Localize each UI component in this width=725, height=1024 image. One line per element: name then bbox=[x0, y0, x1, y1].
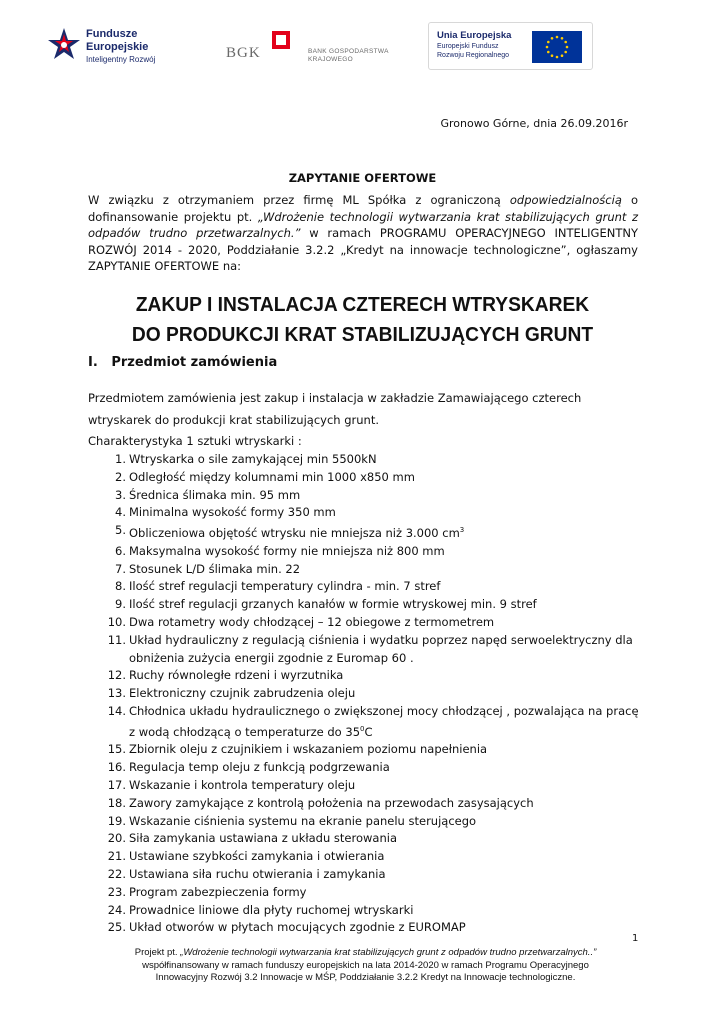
bgk-name-line2: KRAJOWEGO bbox=[308, 56, 353, 63]
list-item-text: Układ hydrauliczny z regulacją ciśnienia i wydatku poprzez napęd serwoelektryczny dla obniżenia zużycia energii zgodnie z Euromap 60 . bbox=[129, 632, 633, 665]
list-item bbox=[88, 614, 648, 632]
intro-project-title: „Wdrożenie technologii wytwarzania krat stabilizujących grunt z odpadów trudno przetwarzalnych.” bbox=[88, 209, 638, 240]
list-item-text: Odległość między kolumnami min 1000 x850 mm bbox=[129, 469, 415, 484]
intro-text-3: w ramach PROGRAMU OPERACYJNEGO INTELIGENTNY ROZWÓJ 2014 - 2020, Poddziałanie 3.2.2 „Kredyt na innowacje technologiczne”, ogłaszamy ZAPYTANIE OFERTOWE na: bbox=[88, 226, 638, 273]
list-item-superscript: 3 bbox=[459, 526, 465, 535]
list-item-number: 8. bbox=[115, 579, 126, 594]
requirements-list bbox=[88, 451, 648, 937]
ue-line2: Europejski Fundusz bbox=[437, 43, 499, 50]
list-item-number: 5. bbox=[115, 523, 126, 538]
list-item-number: 6. bbox=[115, 543, 126, 558]
main-title bbox=[15, 290, 711, 350]
characteristics-label: Charakterystyka 1 sztuki wtryskarki : bbox=[88, 434, 302, 448]
list-item-number: 10. bbox=[107, 615, 126, 629]
list-item-number: 17. bbox=[107, 778, 126, 792]
list-item-text: Układ otworów w płytach mocujących zgodnie z EUROMAP bbox=[129, 920, 466, 935]
list-item-number: 21. bbox=[107, 849, 126, 864]
list-item-number: 13. bbox=[107, 686, 126, 701]
list-item-text: Program zabezpieczenia formy bbox=[129, 884, 307, 899]
list-item bbox=[88, 596, 648, 614]
list-item bbox=[88, 504, 648, 522]
page-number: 1 bbox=[632, 933, 639, 944]
list-item bbox=[88, 543, 648, 561]
list-item-text: Regulacja temp oleju z funkcją podgrzewania bbox=[129, 760, 390, 775]
fundusze-europejskie-logo bbox=[46, 24, 176, 70]
main-title-line1: ZAKUP I INSTALACJA CZTERECH WTRYSKAREK bbox=[135, 294, 590, 316]
list-item-text: Chłodnica układu hydraulicznego o zwiększonej mocy chłodzącej , pozwalająca na pracę z wodą chłodzącą o temperaturze do 35 bbox=[129, 703, 639, 739]
list-item-superscript: 0 bbox=[360, 724, 365, 733]
list-item-text: Ruchy równoległe rdzeni i wyrzutnika bbox=[129, 668, 344, 683]
list-item-number: 22. bbox=[107, 866, 126, 881]
list-item-number: 11. bbox=[107, 632, 126, 647]
list-item-text: Stosunek L/D ślimaka min. 22 bbox=[129, 561, 301, 576]
list-item-text: Obliczeniowa objętość wtrysku nie mniejsza niż 3.000 cm bbox=[129, 526, 460, 541]
list-item bbox=[88, 866, 648, 884]
document-date: Gronowo Górne, dnia 26.09.2016r bbox=[440, 117, 628, 130]
list-item bbox=[88, 741, 648, 759]
footer-line2: współfinansowany w ramach funduszy europejskich na lata 2014-2020 w ramach Programu Operacyjnego bbox=[142, 959, 589, 971]
bgk-name-line1: BANK GOSPODARSTWA bbox=[308, 48, 389, 55]
intro-em-1: odpowiedzialnością bbox=[509, 193, 622, 207]
list-item bbox=[88, 469, 648, 487]
list-item bbox=[88, 578, 648, 596]
list-item bbox=[88, 902, 648, 920]
list-item bbox=[88, 919, 648, 937]
list-item-text: Dwa rotametry wody chłodzącej – 12 obiegowe z termometrem bbox=[129, 615, 495, 629]
list-item-number: 19. bbox=[107, 813, 126, 828]
bgk-logo bbox=[224, 29, 394, 69]
list-item-text: Średnica ślimaka min. 95 mm bbox=[129, 487, 301, 502]
section-heading: I. Przedmiot zamówienia bbox=[88, 355, 278, 370]
unia-europejska-logo bbox=[428, 22, 593, 70]
list-item-unit: C bbox=[364, 724, 373, 739]
list-item bbox=[88, 813, 648, 831]
list-item-number: 12. bbox=[107, 668, 126, 683]
list-item-number: 15. bbox=[107, 742, 126, 757]
list-item-text: Elektroniczny czujnik zabrudzenia oleju bbox=[129, 686, 356, 701]
list-item bbox=[88, 703, 648, 741]
list-item-number: 24. bbox=[107, 902, 126, 917]
list-item-number: 18. bbox=[107, 795, 126, 810]
list-item-number: 3. bbox=[115, 487, 126, 502]
fe-line2: Europejskie bbox=[86, 41, 149, 53]
bgk-square-icon bbox=[272, 31, 290, 49]
list-item-text: Ustawiana siła ruchu otwierania i zamykania bbox=[129, 866, 386, 881]
list-item bbox=[88, 667, 648, 685]
fe-line1: Fundusze bbox=[86, 28, 138, 40]
list-item-text: Wskazanie i kontrola temperatury oleju bbox=[129, 778, 356, 792]
list-item bbox=[88, 685, 648, 703]
list-item bbox=[88, 848, 648, 866]
intro-text-2: o dofinansowanie projektu pt. bbox=[88, 193, 638, 224]
list-item bbox=[88, 561, 648, 579]
list-item-number: 23. bbox=[107, 884, 126, 899]
fe-line3: Inteligentny Rozwój bbox=[86, 55, 156, 64]
list-item bbox=[88, 795, 648, 813]
list-item-number: 14. bbox=[107, 703, 126, 718]
intro-text-1: W związku z otrzymaniem przez firmę ML Spółka z ograniczoną bbox=[88, 193, 510, 207]
list-item-number: 9. bbox=[115, 597, 126, 612]
list-item bbox=[88, 487, 648, 505]
list-item-text: Ilość stref regulacji grzanych kanałów w formie wtryskowej min. 9 stref bbox=[129, 597, 537, 612]
list-item bbox=[88, 884, 648, 902]
ue-line3: Rozwoju Regionalnego bbox=[437, 52, 509, 59]
list-item-number: 20. bbox=[107, 831, 126, 846]
list-item bbox=[88, 830, 648, 848]
list-item-number: 4. bbox=[115, 505, 126, 520]
eu-flag-icon bbox=[532, 31, 582, 63]
list-item-number: 7. bbox=[115, 561, 126, 576]
footer-line1 bbox=[78, 947, 653, 960]
bgk-word: BGK bbox=[226, 45, 261, 61]
intro-paragraph bbox=[88, 192, 638, 275]
list-item-text: Prowadnice liniowe dla płyty ruchomej wtryskarki bbox=[129, 902, 414, 917]
list-item-text: Ustawiane szybkości zamykania i otwierania bbox=[129, 849, 385, 864]
list-item-text: Zawory zamykające z kontrolą położenia na przewodach zasysających bbox=[129, 795, 534, 810]
list-item bbox=[88, 522, 648, 543]
footer-project-title: „Wdrożenie technologii wytwarzania krat stabilizujących grunt z odpadów trudno przetwarzalnych..” bbox=[180, 947, 597, 958]
list-item-number: 25. bbox=[107, 920, 126, 935]
list-item bbox=[88, 632, 648, 668]
footer-line3: Innowacyjny Rozwój 3.2 Innowacje w MŚP, Poddziałanie 3.2.2 Kredyt na Innowacje technologiczne. bbox=[155, 972, 576, 983]
list-item-text: Minimalna wysokość formy 350 mm bbox=[129, 505, 336, 520]
order-description: Przedmiotem zamówienia jest zakup i instalacja w zakładzie Zamawiającego czterech wtryskarek do produkcji krat stabilizujących grunt. bbox=[88, 391, 582, 427]
list-item-text: Wtryskarka o sile zamykającej min 5500kN bbox=[129, 452, 377, 466]
list-item-text: Maksymalna wysokość formy nie mniejsza niż 800 mm bbox=[129, 543, 445, 558]
list-item-text: Ilość stref regulacji temperatury cylindra - min. 7 stref bbox=[129, 579, 441, 594]
list-item bbox=[88, 759, 648, 777]
document-heading: ZAPYTANIE OFERTOWE bbox=[288, 171, 437, 185]
list-item-number: 1. bbox=[115, 452, 126, 466]
list-item-text: Siła zamykania ustawiana z układu sterowania bbox=[129, 831, 397, 846]
list-item-number: 16. bbox=[107, 760, 126, 775]
list-item bbox=[88, 777, 648, 795]
footer-prefix: Projekt pt. bbox=[134, 947, 181, 958]
ue-line1: Unia Europejska bbox=[437, 30, 512, 41]
list-item-text: Wskazanie ciśnienia systemu na ekranie panelu sterującego bbox=[129, 813, 477, 828]
footer bbox=[78, 947, 653, 985]
list-item-number: 2. bbox=[115, 469, 126, 484]
list-item-text: Zbiornik oleju z czujnikiem i wskazaniem poziomu napełnienia bbox=[129, 742, 488, 757]
main-title-line2: DO PRODUKCJI KRAT STABILIZUJĄCYCH GRUNT bbox=[131, 324, 594, 346]
fe-star-icon bbox=[46, 26, 82, 66]
list-item bbox=[88, 451, 648, 469]
